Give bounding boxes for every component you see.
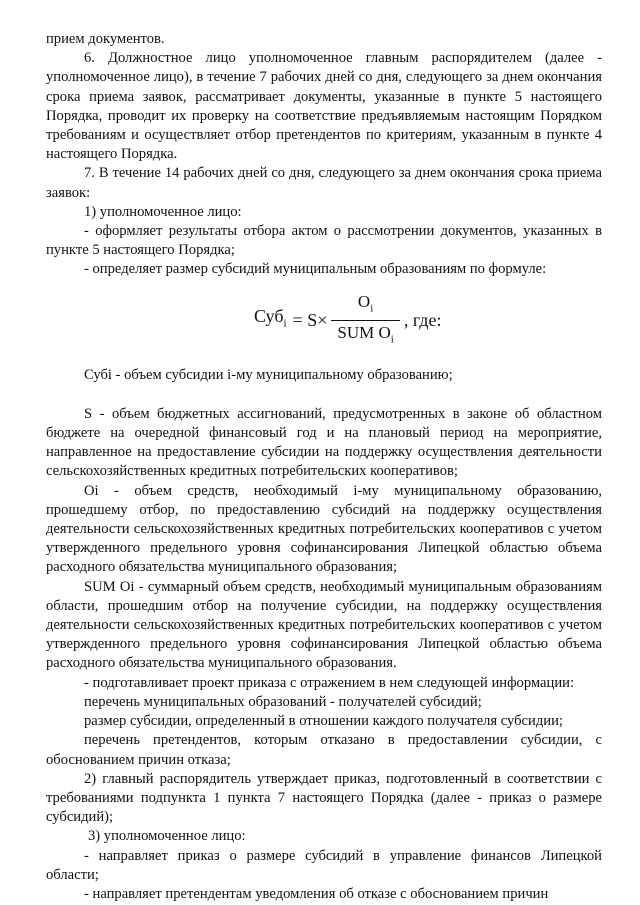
formula-fraction	[331, 292, 399, 350]
paragraph-bullet-send-order: - направляет приказ о размере субсидий в управление финансов Липецкой области;	[46, 847, 602, 883]
paragraph-list-refused: перечень претендентов, которым отказано в предоставлении субсидии, с обоснованием причин отказа;	[46, 732, 602, 768]
paragraph-bullet-act: - оформляет результаты отбора актом о рассмотрении документов, указанных в пункте 5 настоящего Порядка;	[46, 223, 602, 259]
subsidy-formula	[46, 290, 602, 352]
paragraph-bullet-send-refusal: - направляет претендентам уведомления об отказе с обоснованием причин	[84, 885, 549, 902]
formula-times: ×	[317, 310, 328, 331]
paragraph-subitem-3: 3) уполномоченное лицо:	[88, 828, 246, 845]
formula-eq: = S	[292, 310, 318, 331]
paragraph-subitem-2: 2) главный распорядитель утверждает приказ, подготовленный в соответствии с требованиями подпункта 1 пункта 7 настоящего Порядка (далее - приказ о размере субсидий);	[46, 770, 602, 826]
paragraph-item-7: 7. В течение 14 рабочих дней со дня, следующего за днем окончания срока приема заявок:	[46, 165, 602, 201]
paragraph-item-6: 6. Должностное лицо уполномоченное главным распорядителем (далее - уполномоченное лицо), в течение 7 рабочих дней со дня, следующего за днем окончания срока приема заявок, рассматривает документы, указанные в пункте 5 настоящего Порядка, проводит их проверку на соответствие предъявляемым настоящим Порядком требованиям и осуществляет отбор претендентов по критериям, указанным в пункте 4 настоящего Порядка.	[46, 50, 602, 163]
paragraph-0: прием документов.	[46, 31, 165, 47]
formula-suffix: , где:	[403, 310, 442, 331]
paragraph-bullet-formula: - определяет размер субсидий муниципальным образованиям по формуле:	[84, 261, 547, 278]
paragraph-list-recipients: перечень муниципальных образований - получателей субсидий;	[84, 693, 482, 710]
formula-numerator: $O_i$	[357, 291, 374, 314]
paragraph-subitem-1: 1) уполномоченное лицо:	[84, 203, 242, 220]
paragraph-bullet-draft: - подготавливает проект приказа с отражением в нем следующей информации:	[84, 674, 574, 691]
paragraph-s-definition: S - объем бюджетных ассигнований, предусмотренных в законе об областном бюджете на очередной финансовый год и на плановый период на мероприятие, направленное на предоставление субсидии на поддержку осуществления деятельности сельскохозяйственных кредитных потребительских кооперативов;	[46, 405, 602, 480]
formula-lhs: Суб$_i$	[254, 306, 287, 330]
document-page	[46, 30, 602, 904]
paragraph-sub-definition: Субi - объем субсидии i-му муниципальному образованию;	[84, 366, 453, 383]
paragraph-list-amounts: размер субсидии, определенный в отношении каждого получателя субсидии;	[84, 713, 563, 730]
formula-denominator: SUM $O_i$	[331, 320, 399, 350]
paragraph-sum-definition: SUM Oi - суммарный объем средств, необходимый муниципальным образованиям области, прошедшим отбор на получение субсидии, на поддержку осуществления деятельности сельскохозяйственных кредитных потребительских кооперативов с учетом утвержденного предельного уровня софинансирования Липецкой областью объема расходного обязательства муниципального образования.	[46, 578, 602, 672]
paragraph-oi-definition: Oi - объем средств, необходимый i-му муниципальному образованию, прошедшему отбор, по предоставлению субсидий на поддержку осуществления деятельности сельскохозяйственных кредитных потребительских кооперативов с учетом утвержденного предельного уровня софинансирования Липецкой областью объема расходного обязательства муниципального образования;	[46, 482, 602, 576]
